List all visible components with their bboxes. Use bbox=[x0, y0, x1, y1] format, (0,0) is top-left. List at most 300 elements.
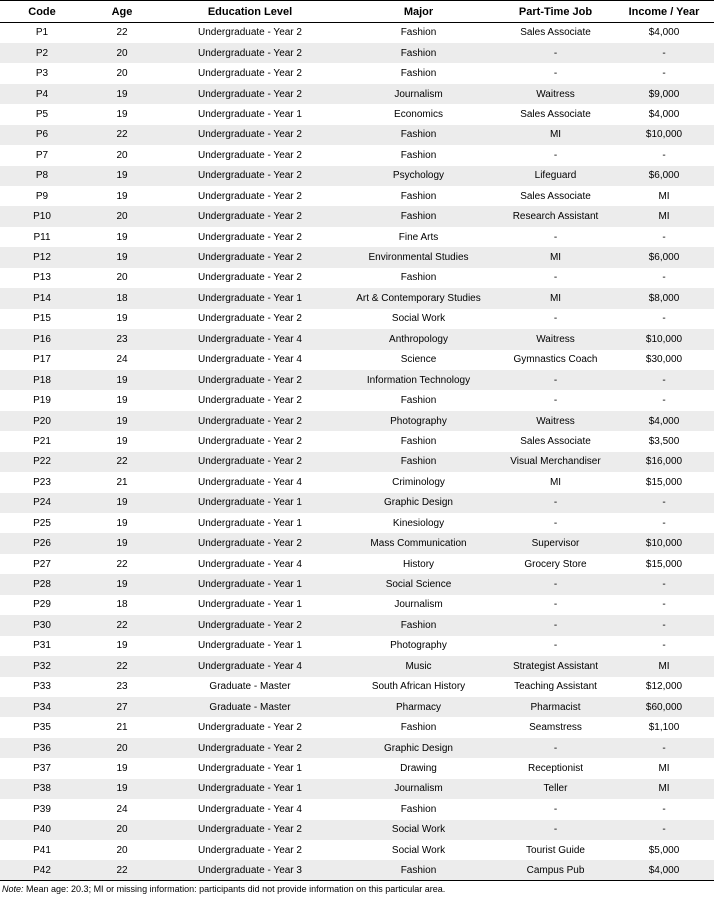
cell-major: Fashion bbox=[400, 395, 437, 407]
cell-major: Psychology bbox=[392, 170, 445, 182]
cell-major: Social Work bbox=[391, 824, 446, 836]
cell-code: P2 bbox=[35, 47, 49, 59]
cell-income: $8,000 bbox=[648, 292, 680, 304]
cell-income: $10,000 bbox=[645, 129, 683, 141]
cell-education-level: Undergraduate - Year 1 bbox=[198, 762, 302, 774]
cell-income: MI bbox=[658, 660, 670, 672]
cell-major: Fashion bbox=[400, 129, 437, 141]
cell-education-level: Undergraduate - Year 2 bbox=[198, 742, 302, 754]
cell-major: Fashion bbox=[400, 47, 437, 59]
cell-major: Journalism bbox=[394, 599, 443, 611]
cell-major: Anthropology bbox=[389, 333, 448, 345]
cell-education-level: Undergraduate - Year 1 bbox=[198, 517, 302, 529]
cell-major: Fashion bbox=[400, 68, 437, 80]
cell-major: History bbox=[402, 558, 435, 570]
cell-education-level: Undergraduate - Year 2 bbox=[198, 211, 302, 223]
cell-income: - bbox=[662, 272, 666, 284]
cell-part-time-job: Sales Associate bbox=[520, 27, 591, 39]
cell-income: - bbox=[662, 231, 666, 243]
cell-code: P16 bbox=[33, 333, 51, 345]
cell-code: P10 bbox=[33, 211, 51, 223]
cell-income: $15,000 bbox=[645, 558, 683, 570]
cell-income: - bbox=[662, 579, 666, 591]
table-row bbox=[0, 186, 714, 206]
cell-income: $4,000 bbox=[648, 27, 680, 39]
cell-code: P42 bbox=[0, 860, 84, 880]
cell-age: 22 bbox=[116, 129, 128, 141]
cell-income: $12,000 bbox=[645, 681, 683, 693]
cell-education-level: Undergraduate - Year 2 bbox=[198, 619, 302, 631]
cell-age: 20 bbox=[116, 844, 128, 856]
cell-part-time-job: - bbox=[553, 374, 558, 386]
note-label: Note: bbox=[2, 884, 24, 894]
table-row bbox=[0, 145, 714, 165]
table-row bbox=[0, 636, 714, 656]
cell-income: - bbox=[662, 517, 666, 529]
cell-major: Fashion bbox=[400, 803, 437, 815]
cell-major: Social Work bbox=[391, 313, 446, 325]
table-row bbox=[0, 329, 714, 349]
cell-major: Fashion bbox=[400, 27, 437, 39]
cell-major: Pharmacy bbox=[395, 701, 441, 713]
cell-code: P30 bbox=[33, 619, 51, 631]
table-row bbox=[0, 860, 714, 880]
cell-age: 19 bbox=[116, 538, 128, 550]
cell-education-level: Undergraduate - Year 4 bbox=[198, 558, 302, 570]
cell-part-time-job: Waitress bbox=[536, 415, 575, 427]
cell-age: 22 bbox=[116, 660, 128, 672]
cell-income: - bbox=[662, 313, 666, 325]
cell-income: $15,000 bbox=[645, 476, 683, 488]
cell-education-level: Undergraduate - Year 1 bbox=[198, 783, 302, 795]
cell-education-level: Undergraduate - Year 1 bbox=[198, 579, 302, 591]
table-row bbox=[0, 63, 714, 83]
cell-code: P26 bbox=[33, 538, 51, 550]
cell-education-level: Undergraduate - Year 2 bbox=[198, 435, 302, 447]
cell-part-time-job: Sales Associate bbox=[520, 190, 591, 202]
cell-code: P29 bbox=[33, 599, 51, 611]
cell-major: Fashion bbox=[400, 211, 437, 223]
cell-code: P32 bbox=[33, 660, 51, 672]
cell-code: P38 bbox=[33, 783, 51, 795]
cell-code: P5 bbox=[35, 108, 49, 120]
cell-age: 23 bbox=[116, 333, 128, 345]
cell-age: 24 bbox=[116, 803, 128, 815]
cell-part-time-job: MI bbox=[549, 292, 562, 304]
cell-code: P17 bbox=[33, 354, 51, 366]
cell-education-level: Undergraduate - Year 2 bbox=[198, 538, 302, 550]
cell-income: $6,000 bbox=[648, 170, 680, 182]
cell-income: $4,000 bbox=[648, 108, 680, 120]
cell-major: Graphic Design bbox=[384, 497, 453, 509]
cell-major: Science bbox=[400, 354, 437, 366]
cell-age: 20 bbox=[116, 68, 128, 80]
cell-age: 19 bbox=[116, 190, 128, 202]
table-row bbox=[0, 595, 714, 615]
cell-age: 19 bbox=[116, 497, 128, 509]
cell-education-level: Undergraduate - Year 2 bbox=[198, 313, 302, 325]
cell-part-time-job: Pharmacist bbox=[530, 701, 581, 713]
cell-education-level: Undergraduate - Year 2 bbox=[198, 722, 302, 734]
cell-part-time-job: MI bbox=[549, 252, 562, 264]
cell-part-time-job: Waitress bbox=[536, 88, 575, 100]
cell-income: $30,000 bbox=[645, 354, 683, 366]
cell-income: - bbox=[662, 742, 666, 754]
cell-major: Fine Arts bbox=[398, 231, 439, 243]
table-row bbox=[0, 799, 714, 819]
cell-major: Fashion bbox=[400, 149, 437, 161]
note-text: Mean age: 20.3; MI or missing information: participants did not provide information on this particular area. bbox=[23, 884, 446, 894]
cell-major: Music bbox=[405, 660, 432, 672]
cell-code: P33 bbox=[33, 681, 51, 693]
cell-age: 19 bbox=[116, 313, 128, 325]
cell-age: 19 bbox=[116, 374, 128, 386]
cell-code: P3 bbox=[35, 68, 49, 80]
table-row bbox=[0, 309, 714, 329]
cell-major: Social Work bbox=[391, 844, 446, 856]
cell-part-time-job: Supervisor bbox=[531, 538, 580, 550]
cell-part-time-job: - bbox=[553, 640, 558, 652]
table-row bbox=[0, 370, 714, 390]
cell-age: 21 bbox=[116, 722, 128, 734]
cell-income: $5,000 bbox=[648, 844, 680, 856]
cell-part-time-job: - bbox=[553, 272, 558, 284]
cell-code: P15 bbox=[33, 313, 51, 325]
cell-part-time-job: - bbox=[553, 824, 558, 836]
table-header bbox=[0, 1, 714, 23]
cell-income: MI bbox=[658, 211, 670, 223]
cell-part-time-job: Seamstress bbox=[529, 722, 582, 734]
cell-education-level: Undergraduate - Year 2 bbox=[198, 374, 302, 386]
cell-code: P1 bbox=[35, 27, 49, 39]
cell-income: $16,000 bbox=[645, 456, 683, 468]
cell-income: MI bbox=[658, 762, 670, 774]
table-row bbox=[0, 43, 714, 63]
cell-age: 20 bbox=[116, 211, 128, 223]
cell-income: - bbox=[662, 47, 666, 59]
cell-income: - bbox=[662, 640, 666, 652]
cell-age: 22 bbox=[84, 860, 160, 880]
table-row bbox=[0, 431, 714, 451]
cell-age: 19 bbox=[116, 640, 128, 652]
header-major: Major bbox=[340, 1, 497, 23]
table-row bbox=[0, 697, 714, 717]
cell-major: Economics bbox=[394, 108, 443, 120]
cell-education-level: Undergraduate - Year 2 bbox=[198, 47, 302, 59]
cell-age: 20 bbox=[116, 824, 128, 836]
cell-age: 19 bbox=[116, 88, 128, 100]
cell-age: 24 bbox=[116, 354, 128, 366]
table-row bbox=[0, 350, 714, 370]
table-row bbox=[0, 533, 714, 553]
cell-part-time-job: Lifeguard bbox=[534, 170, 577, 182]
cell-part-time-job: - bbox=[553, 47, 558, 59]
cell-major: Fashion bbox=[400, 456, 437, 468]
cell-education-level: Undergraduate - Year 3 bbox=[160, 860, 340, 880]
cell-income: MI bbox=[658, 783, 670, 795]
cell-education-level: Graduate - Master bbox=[209, 701, 291, 713]
cell-age: 19 bbox=[116, 108, 128, 120]
cell-part-time-job: Sales Associate bbox=[520, 108, 591, 120]
cell-income: - bbox=[662, 497, 666, 509]
cell-part-time-job: Waitress bbox=[536, 333, 575, 345]
cell-income: $3,500 bbox=[648, 435, 680, 447]
cell-education-level: Undergraduate - Year 2 bbox=[198, 88, 302, 100]
table-row bbox=[0, 227, 714, 247]
table-row bbox=[0, 125, 714, 145]
cell-part-time-job: - bbox=[553, 68, 558, 80]
header-part-time-job: Part-Time Job bbox=[497, 1, 614, 23]
cell-part-time-job: Grocery Store bbox=[524, 558, 587, 570]
cell-part-time-job: - bbox=[553, 742, 558, 754]
table-row bbox=[0, 206, 714, 226]
cell-part-time-job: Teller bbox=[543, 783, 568, 795]
cell-major: Photography bbox=[390, 640, 447, 652]
cell-code: P41 bbox=[33, 844, 51, 856]
cell-code: P34 bbox=[33, 701, 51, 713]
cell-age: 23 bbox=[116, 681, 128, 693]
cell-age: 27 bbox=[116, 701, 128, 713]
cell-code: P14 bbox=[33, 292, 51, 304]
cell-part-time-job: - bbox=[553, 395, 558, 407]
cell-major: Journalism bbox=[394, 783, 443, 795]
cell-code: P18 bbox=[33, 374, 51, 386]
cell-age: 19 bbox=[116, 783, 128, 795]
cell-code: P39 bbox=[33, 803, 51, 815]
cell-code: P22 bbox=[33, 456, 51, 468]
cell-education-level: Undergraduate - Year 2 bbox=[198, 149, 302, 161]
cell-major: Journalism bbox=[394, 88, 443, 100]
cell-income: - bbox=[662, 803, 666, 815]
cell-age: 19 bbox=[116, 517, 128, 529]
table-row bbox=[0, 390, 714, 410]
cell-code: P7 bbox=[35, 149, 49, 161]
cell-code: P28 bbox=[33, 579, 51, 591]
cell-major: Fashion bbox=[400, 435, 437, 447]
cell-education-level: Undergraduate - Year 2 bbox=[198, 190, 302, 202]
table-row bbox=[0, 840, 714, 860]
cell-education-level: Undergraduate - Year 1 bbox=[198, 292, 302, 304]
table-row bbox=[0, 677, 714, 697]
cell-major: Fashion bbox=[400, 190, 437, 202]
cell-income: $1,100 bbox=[648, 722, 680, 734]
table-row bbox=[0, 615, 714, 635]
cell-age: 18 bbox=[116, 599, 128, 611]
table-row bbox=[0, 472, 714, 492]
cell-part-time-job: - bbox=[553, 313, 558, 325]
table-row bbox=[0, 104, 714, 124]
cell-age: 19 bbox=[116, 395, 128, 407]
cell-age: 20 bbox=[116, 742, 128, 754]
table-row bbox=[0, 288, 714, 308]
cell-part-time-job: - bbox=[553, 517, 558, 529]
cell-education-level: Undergraduate - Year 2 bbox=[198, 252, 302, 264]
cell-code: P19 bbox=[33, 395, 51, 407]
cell-major: Criminology bbox=[392, 476, 445, 488]
header-age: Age bbox=[84, 1, 160, 23]
cell-major: Environmental Studies bbox=[368, 252, 469, 264]
header-row bbox=[0, 1, 714, 23]
table-row bbox=[0, 513, 714, 533]
cell-education-level: Undergraduate - Year 2 bbox=[198, 68, 302, 80]
cell-education-level: Undergraduate - Year 2 bbox=[198, 415, 302, 427]
cell-age: 19 bbox=[116, 252, 128, 264]
cell-age: 19 bbox=[116, 170, 128, 182]
cell-code: P20 bbox=[33, 415, 51, 427]
cell-major: Graphic Design bbox=[384, 742, 453, 754]
table-row bbox=[0, 452, 714, 472]
cell-part-time-job: - bbox=[553, 619, 558, 631]
table-row bbox=[0, 166, 714, 186]
cell-code: P37 bbox=[33, 762, 51, 774]
cell-age: 20 bbox=[116, 272, 128, 284]
cell-education-level: Undergraduate - Year 4 bbox=[198, 803, 302, 815]
cell-part-time-job: MI bbox=[549, 476, 562, 488]
header-income-year: Income / Year bbox=[614, 1, 714, 23]
table-row bbox=[0, 268, 714, 288]
cell-education-level: Undergraduate - Year 2 bbox=[198, 27, 302, 39]
cell-income: $60,000 bbox=[645, 701, 683, 713]
cell-income: - bbox=[662, 149, 666, 161]
cell-part-time-job: - bbox=[553, 497, 558, 509]
cell-major: Mass Communication bbox=[370, 538, 467, 550]
cell-code: P6 bbox=[35, 129, 49, 141]
cell-age: 19 bbox=[116, 435, 128, 447]
cell-income: $10,000 bbox=[645, 538, 683, 550]
table-row bbox=[0, 779, 714, 799]
cell-income: - bbox=[662, 599, 666, 611]
cell-code: P4 bbox=[35, 88, 49, 100]
cell-code: P24 bbox=[33, 497, 51, 509]
cell-education-level: Undergraduate - Year 4 bbox=[198, 660, 302, 672]
cell-age: 19 bbox=[116, 762, 128, 774]
cell-code: P27 bbox=[33, 558, 51, 570]
cell-age: 22 bbox=[116, 619, 128, 631]
cell-code: P8 bbox=[35, 170, 49, 182]
cell-education-level: Undergraduate - Year 4 bbox=[198, 333, 302, 345]
cell-age: 19 bbox=[116, 579, 128, 591]
cell-income: MI bbox=[658, 190, 670, 202]
cell-major: Fashion bbox=[340, 860, 497, 880]
cell-code: P12 bbox=[33, 252, 51, 264]
cell-part-time-job: - bbox=[553, 149, 558, 161]
cell-major: Kinesiology bbox=[392, 517, 445, 529]
cell-part-time-job: Visual Merchandiser bbox=[510, 456, 601, 468]
cell-education-level: Undergraduate - Year 2 bbox=[198, 395, 302, 407]
table-row bbox=[0, 656, 714, 676]
cell-age: 20 bbox=[116, 149, 128, 161]
table-row bbox=[0, 23, 714, 43]
cell-education-level: Undergraduate - Year 2 bbox=[198, 129, 302, 141]
cell-major: Fashion bbox=[400, 619, 437, 631]
cell-major: South African History bbox=[371, 681, 466, 693]
cell-major: Art & Contemporary Studies bbox=[356, 292, 481, 304]
table-row bbox=[0, 574, 714, 594]
cell-code: P21 bbox=[33, 435, 51, 447]
cell-part-time-job: MI bbox=[549, 129, 562, 141]
cell-education-level: Graduate - Master bbox=[209, 681, 291, 693]
cell-education-level: Undergraduate - Year 2 bbox=[198, 844, 302, 856]
cell-code: P13 bbox=[33, 272, 51, 284]
table-row bbox=[0, 247, 714, 267]
cell-part-time-job: Campus Pub bbox=[497, 860, 614, 880]
cell-income: - bbox=[662, 374, 666, 386]
cell-income: $10,000 bbox=[645, 333, 683, 345]
cell-part-time-job: Strategist Assistant bbox=[512, 660, 599, 672]
cell-part-time-job: Teaching Assistant bbox=[514, 681, 597, 693]
table-row bbox=[0, 738, 714, 758]
cell-education-level: Undergraduate - Year 4 bbox=[198, 354, 302, 366]
cell-education-level: Undergraduate - Year 2 bbox=[198, 824, 302, 836]
cell-code: P40 bbox=[33, 824, 51, 836]
cell-age: 22 bbox=[116, 27, 128, 39]
table-body bbox=[0, 23, 714, 881]
cell-income: $6,000 bbox=[648, 252, 680, 264]
cell-major: Social Science bbox=[385, 579, 452, 591]
cell-major: Drawing bbox=[400, 762, 437, 774]
cell-income: $4,000 bbox=[614, 860, 714, 880]
table-row bbox=[0, 717, 714, 737]
cell-code: P23 bbox=[33, 476, 51, 488]
cell-education-level: Undergraduate - Year 1 bbox=[198, 640, 302, 652]
cell-part-time-job: Gymnastics Coach bbox=[513, 354, 598, 366]
cell-income: $9,000 bbox=[648, 88, 680, 100]
cell-income: - bbox=[662, 68, 666, 80]
cell-education-level: Undergraduate - Year 1 bbox=[198, 497, 302, 509]
cell-part-time-job: Tourist Guide bbox=[526, 844, 585, 856]
cell-code: P11 bbox=[33, 231, 51, 243]
cell-income: - bbox=[662, 395, 666, 407]
table-row bbox=[0, 820, 714, 840]
cell-age: 18 bbox=[116, 292, 128, 304]
cell-major: Photography bbox=[390, 415, 447, 427]
cell-part-time-job: Research Assistant bbox=[512, 211, 599, 223]
cell-part-time-job: - bbox=[553, 599, 558, 611]
cell-major: Fashion bbox=[400, 272, 437, 284]
cell-age: 19 bbox=[116, 415, 128, 427]
table-row bbox=[0, 411, 714, 431]
cell-code: P35 bbox=[33, 722, 51, 734]
cell-income: - bbox=[662, 824, 666, 836]
cell-code: P25 bbox=[33, 517, 51, 529]
cell-education-level: Undergraduate - Year 1 bbox=[198, 108, 302, 120]
cell-major: Fashion bbox=[400, 722, 437, 734]
cell-code: P9 bbox=[35, 190, 49, 202]
table-row bbox=[0, 554, 714, 574]
cell-age: 20 bbox=[116, 47, 128, 59]
cell-education-level: Undergraduate - Year 2 bbox=[198, 456, 302, 468]
cell-part-time-job: - bbox=[553, 579, 558, 591]
header-code: Code bbox=[0, 1, 84, 23]
cell-education-level: Undergraduate - Year 2 bbox=[198, 231, 302, 243]
cell-education-level: Undergraduate - Year 4 bbox=[198, 476, 302, 488]
table-note bbox=[2, 884, 445, 894]
cell-part-time-job: Receptionist bbox=[527, 762, 584, 774]
cell-age: 22 bbox=[116, 558, 128, 570]
table-row bbox=[0, 84, 714, 104]
cell-education-level: Undergraduate - Year 1 bbox=[198, 599, 302, 611]
table-row bbox=[0, 758, 714, 778]
cell-part-time-job: - bbox=[553, 231, 558, 243]
cell-income: $4,000 bbox=[648, 415, 680, 427]
cell-part-time-job: Sales Associate bbox=[520, 435, 591, 447]
cell-education-level: Undergraduate - Year 2 bbox=[198, 170, 302, 182]
cell-age: 21 bbox=[116, 476, 128, 488]
cell-code: P36 bbox=[33, 742, 51, 754]
table-row bbox=[0, 493, 714, 513]
cell-age: 22 bbox=[116, 456, 128, 468]
cell-income: - bbox=[662, 619, 666, 631]
